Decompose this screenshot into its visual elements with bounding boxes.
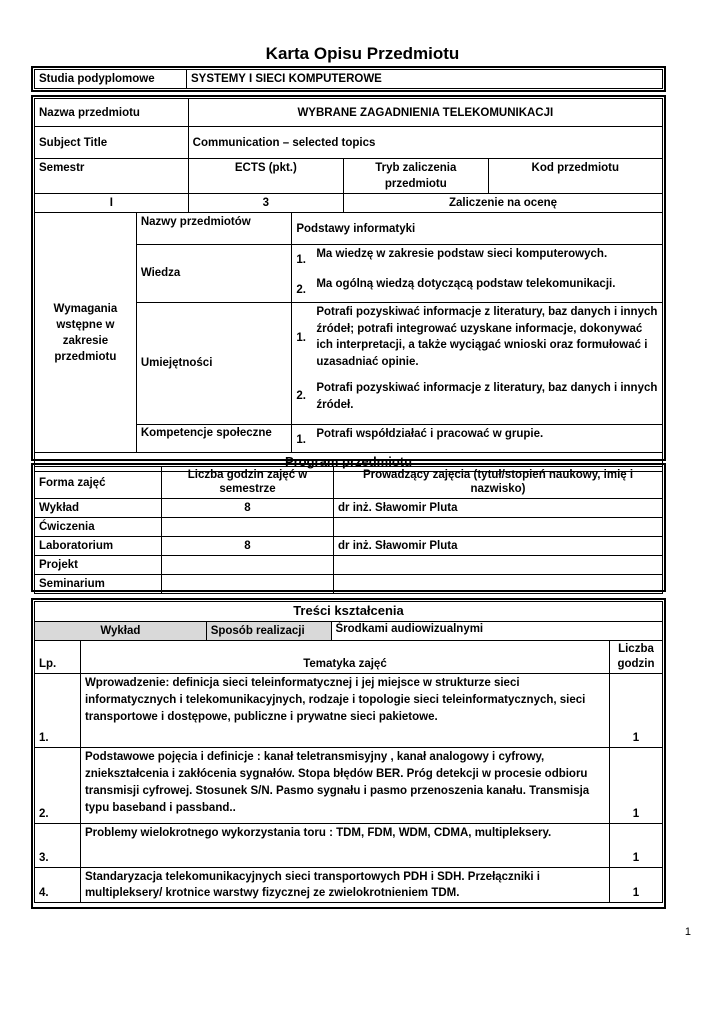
lp-cell: 3. [35,824,81,868]
godziny-cell [162,556,334,575]
forma-header: Forma zajęć [35,467,162,499]
wyklad-label: Wykład [35,622,207,641]
ects-value: 3 [188,194,343,213]
lp-cell: 2. [35,748,81,824]
nazwy-value: Podstawy informatyki [292,213,663,245]
forma-cell: Seminarium [35,575,162,594]
forma-cell: Laboratorium [35,537,162,556]
wiedza-item: 2. Ma ogólną wiedzą dotyczącą podstaw telekomunikacji. [296,278,616,296]
wiedza-label: Wiedza [136,245,292,303]
nazwa-label: Nazwa przedmiotu [35,99,189,127]
lp-header: Lp. [35,641,81,674]
page-number: 1 [684,926,691,938]
kompetencje-list [292,425,663,453]
tematyka-header: Tematyka zajęć [80,641,609,674]
wiedza-list [292,245,663,303]
prowadzacy-cell: dr inż. Sławomir Pluta [334,499,663,518]
semestr-value: I [35,194,189,213]
prowadzacy-cell [334,575,663,594]
umiejetnosci-item: 1. Potrafi pozyskiwać informacje z literatury, baz danych i innych źródeł; potrafi integrować uzyskane informacje, dokonywać ich interpretacji, a także wyciągać wnioski oraz formułować i uzasadniać opinie. [296,306,658,368]
tematyka-cell: Problemy wielokrotnego wykorzystania toru : TDM, FDM, WDM, CDMA, multipleksery. [80,824,609,868]
liczba-header: Liczba godzin zajęć w semestrze [162,467,334,499]
kompetencje-item: 1. Potrafi współdziałać i pracować w grupie. [296,428,544,446]
prowadzacy-cell: dr inż. Sławomir Pluta [334,537,663,556]
liczba-godzin-header: Liczba godzin [609,641,662,674]
godziny-cell: 8 [162,499,334,518]
tematyka-cell: Podstawowe pojęcia i definicje : kanał teletransmisyjny , kanał analogowy i cyfrowy, zniekształcenia i zakłócenia sygnałów. Stopa błędów BER. Próg detekcji w procesie odbioru transmisji cyfrowej. Stosunek S/N. Pasmo sygnału i pasmo przenoszenia kanału. Transmisja typu baseband i passband.. [80,748,609,824]
program-label: Program przedmiotu [35,453,663,472]
sposob-value: Środkami audiowizualnymi [331,622,662,641]
tresci-label: Treści kształcenia [35,602,663,622]
godziny-cell [162,518,334,537]
tryb-label: Tryb zaliczenia przedmiotu [344,159,489,194]
lp-cell: 4. [35,868,81,903]
studia-table [34,69,663,89]
ects-label: ECTS (pkt.) [188,159,343,194]
umiejetnosci-item: 2. Potrafi pozyskiwać informacje z literatury, baz danych i innych źródeł. [296,382,658,411]
tematyka-cell: Standaryzacja telekomunikacyjnych sieci transportowych PDH i SDH. Przełączniki i multipleksery/ krotnice warstwy fizycznej ze zwielokrotnieniem TDM. [80,868,609,903]
godziny-cell: 1 [609,824,662,868]
kompetencje-label: Kompetencje społeczne [136,425,292,453]
semestr-label: Semestr [35,159,189,194]
godziny-cell: 8 [162,537,334,556]
forma-cell: Ćwiczenia [35,518,162,537]
wymagania-label: Wymagania wstępne w zakresie przedmiotu [35,213,137,453]
tresci-table [34,601,663,903]
godziny-cell: 1 [609,674,662,748]
page-title: Karta Opisu Przedmiotu [265,44,460,63]
prowadzacy-cell [334,518,663,537]
tematyka-cell: Wprowadzenie: definicja sieci teleinformatycznej i jej miejsce w strukturze sieci informatycznych i telekomunikacyjnych, rodzaje i topologie sieci teleinformatycznych, sieci transportowe i dostępowe, publiczne i prywatne sieci pakietowe. [80,674,609,748]
nazwa-value: WYBRANE ZAGADNIENIA TELEKOMUNIKACJI [188,99,662,127]
nazwy-label: Nazwy przedmiotów [136,213,292,245]
forma-table [34,466,663,594]
sposob-label: Sposób realizacji [206,622,331,641]
tryb-value: Zaliczenie na ocenę [344,194,663,213]
wiedza-item: 1. Ma wiedzę w zakresie podstaw sieci komputerowych. [296,248,608,266]
subject-label: Subject Title [35,127,189,159]
godziny-cell: 1 [609,748,662,824]
studia-label: Studia podyplomowe [35,70,187,89]
lp-cell: 1. [35,674,81,748]
subject-value: Communication – selected topics [188,127,662,159]
umiejetnosci-list [292,303,663,425]
godziny-cell [162,575,334,594]
godziny-cell: 1 [609,868,662,903]
studia-value: SYSTEMY I SIECI KOMPUTEROWE [187,70,663,89]
kod-label: Kod przedmiotu [488,159,662,194]
umiejetnosci-label: Umiejętności [136,303,292,425]
prowadzacy-cell [334,556,663,575]
forma-cell: Projekt [35,556,162,575]
forma-cell: Wykład [35,499,162,518]
prowadzacy-header: Prowadzący zajęcia (tytuł/stopień naukowy, imię i nazwisko) [334,467,663,499]
przedmiot-table [34,98,663,472]
